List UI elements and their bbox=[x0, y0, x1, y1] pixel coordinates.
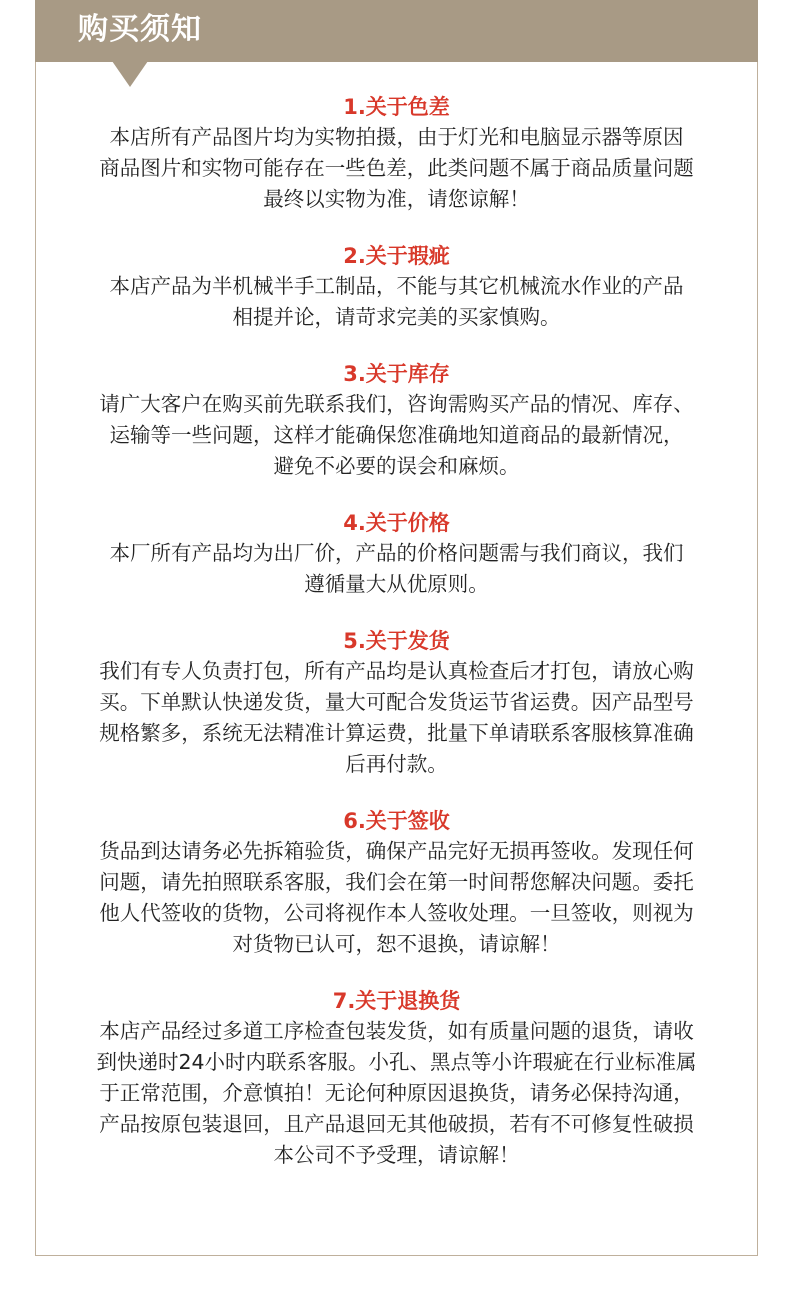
body-line: 对货物已认可，恕不退换，请谅解！ bbox=[232, 932, 561, 956]
body-line: 问题，请先拍照联系客服，我们会在第一时间帮您解决问题。委托 bbox=[99, 870, 694, 894]
body-line: 避免不必要的误会和麻烦。 bbox=[273, 454, 520, 478]
body-line: 最终以实物为准，请您谅解！ bbox=[263, 187, 530, 211]
body-line: 本公司不予受理，请谅解！ bbox=[273, 1143, 520, 1167]
body-line: 规格繁多，系统无法精准计算运费，批量下单请联系客服核算准确 bbox=[99, 721, 694, 745]
section-title: 5.关于发货 bbox=[343, 629, 450, 653]
page-title: 购买须知 bbox=[78, 12, 202, 47]
body-line: 货品到达请务必先拆箱验货，确保产品完好无损再签收。发现任何 bbox=[99, 839, 694, 863]
body-line: 相提并论，请苛求完美的买家慎购。 bbox=[232, 305, 561, 329]
section-title: 3.关于库存 bbox=[343, 362, 450, 386]
section-returns bbox=[35, 986, 758, 1171]
body-line: 本店产品经过多道工序检查包装发货，如有质量问题的退货，请收 bbox=[99, 1019, 694, 1043]
section-body bbox=[35, 836, 758, 960]
section-body bbox=[35, 271, 758, 333]
body-line: 本店所有产品图片均为实物拍摄，由于灯光和电脑显示器等原因 bbox=[109, 125, 684, 149]
body-line: 商品图片和实物可能存在一些色差，此类问题不属于商品质量问题 bbox=[99, 156, 694, 180]
section-title: 4.关于价格 bbox=[343, 511, 450, 535]
body-line: 运输等一些问题，这样才能确保您准确地知道商品的最新情况， bbox=[109, 423, 684, 447]
section-price bbox=[35, 508, 758, 600]
body-line: 买。下单默认快递发货，量大可配合发货运节省运费。因产品型号 bbox=[99, 690, 694, 714]
section-title: 1.关于色差 bbox=[343, 95, 450, 119]
body-line: 请广大客户在购买前先联系我们，咨询需购买产品的情况、库存、 bbox=[99, 392, 694, 416]
body-line: 到快递时24小时内联系客服。小孔、黑点等小许瑕疵在行业标准属 bbox=[96, 1050, 697, 1074]
body-line: 遵循量大从优原则。 bbox=[304, 572, 489, 596]
header-pointer-arrow bbox=[112, 61, 148, 87]
body-line: 于正常范围，介意慎拍！无论何种原因退换货，请务必保持沟通， bbox=[99, 1081, 694, 1105]
notice-content bbox=[35, 92, 758, 1197]
body-line: 本厂所有产品均为出厂价，产品的价格问题需与我们商议，我们 bbox=[109, 541, 684, 565]
body-line: 产品按原包装退回，且产品退回无其他破损，若有不可修复性破损 bbox=[99, 1112, 694, 1136]
section-body bbox=[35, 538, 758, 600]
section-signing bbox=[35, 806, 758, 960]
section-stock bbox=[35, 359, 758, 482]
body-line: 我们有专人负责打包，所有产品均是认真检查后才打包，请放心购 bbox=[99, 659, 694, 683]
section-body bbox=[35, 1016, 758, 1171]
section-title: 2.关于瑕疵 bbox=[343, 244, 450, 268]
section-body bbox=[35, 389, 758, 482]
section-title: 6.关于签收 bbox=[343, 809, 450, 833]
section-title: 7.关于退换货 bbox=[332, 989, 461, 1013]
section-body bbox=[35, 122, 758, 215]
section-shipping bbox=[35, 626, 758, 780]
section-color-difference bbox=[35, 92, 758, 215]
section-flaws bbox=[35, 241, 758, 333]
section-body bbox=[35, 656, 758, 780]
body-line: 本店产品为半机械半手工制品，不能与其它机械流水作业的产品 bbox=[109, 274, 684, 298]
body-line: 他人代签收的货物，公司将视作本人签收处理。一旦签收，则视为 bbox=[99, 901, 694, 925]
body-line: 后再付款。 bbox=[345, 752, 448, 776]
